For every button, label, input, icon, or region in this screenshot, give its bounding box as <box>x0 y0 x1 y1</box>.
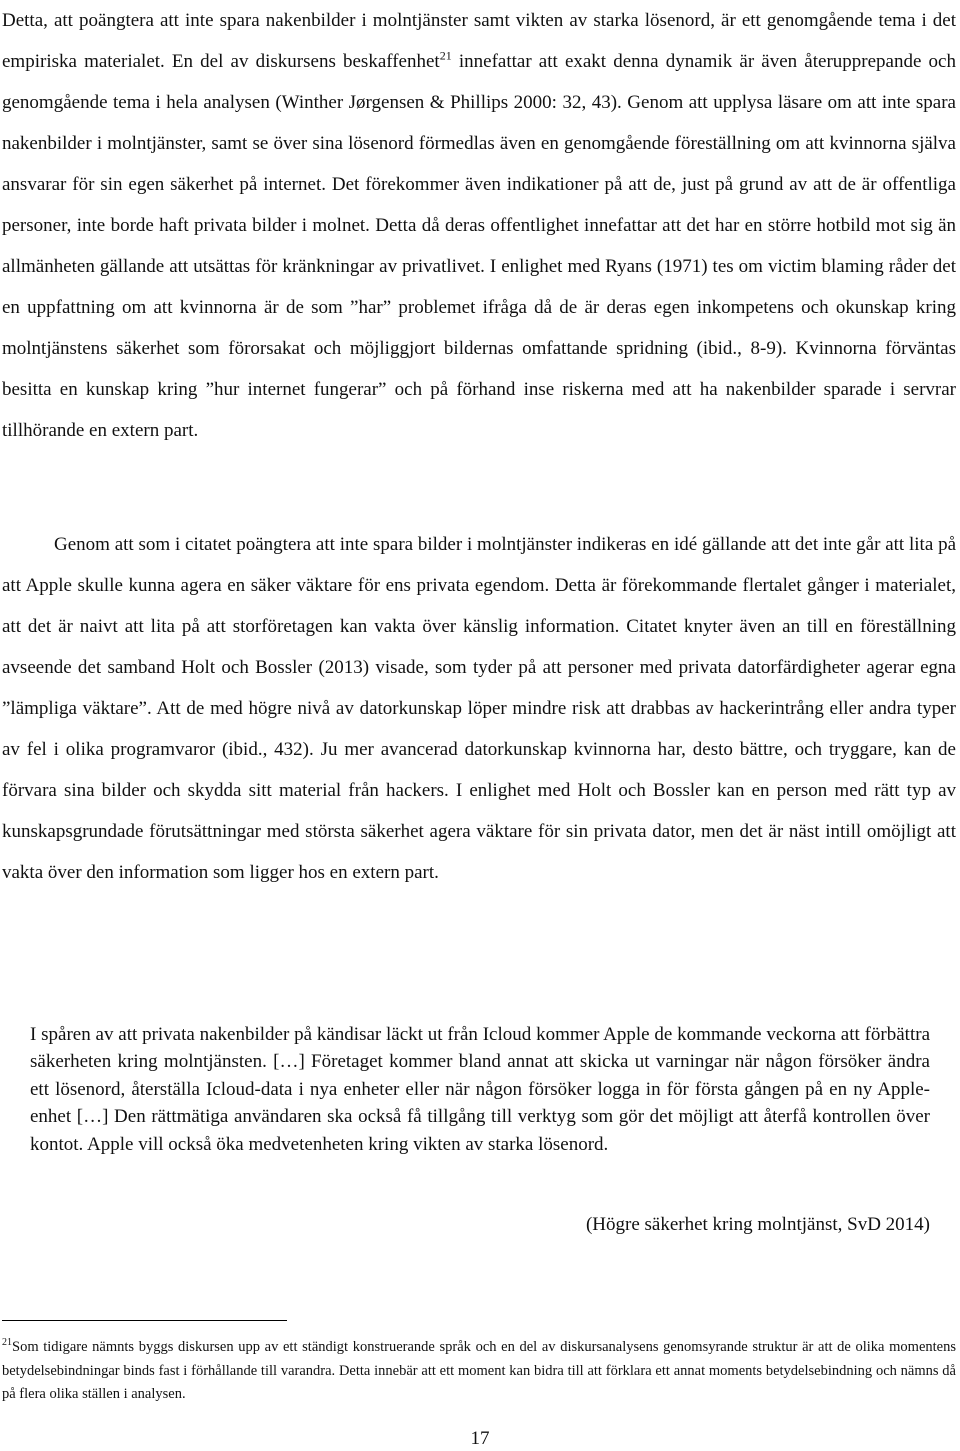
footnote-reference-21[interactable]: 21 <box>439 48 452 63</box>
footnote-21 <box>2 1336 956 1407</box>
footnote-number: 21 <box>2 1337 12 1349</box>
page-number: 17 <box>470 1428 490 1449</box>
paragraph-1-text-end: innefattar att exakt denna dynamik är även återupprepande och genomgående tema i hela analysen (Winther Jørgensen & Phillips 2000: 32, 43). Genom att upplysa läsare om att inte spara nakenbilder i molntjänster, samt se över sina lösenord förmedlas även en genomgående föreställning om att kvinnorna själva ansvarar för sin egen säkerhet på internet. Det förekommer även indikationer på att de, just på grund av att de är offentliga personer, inte borde haft privata bilder i molnet. Detta då deras offentlighet innefattar att det har en större hotbild mot sig än allmänheten gällande att utsättas för kränkningar av privatlivet. I enlighet med Ryans (1971) tes om victim blaming råder det en uppfattning om att kvinnorna är de som ”har” problemet ifråga då de är deras egen inkompetens och okunskap kring molntjänstens säkerhet som förorsakat och möjliggjort bildernas omfattande spridning (ibid., 8-9). Kvinnorna förväntas besitta en kunskap kring ”hur internet fungerar” och på förhand inse riskerna med att ha nakenbilder sparade i servrar tillhörande en extern part. <box>2 51 956 441</box>
quote-citation: (Högre säkerhet kring molntjänst, SvD 2014) <box>585 1214 930 1235</box>
body-paragraph-2 <box>2 524 956 893</box>
block-quote: I spåren av att privata nakenbilder på kändisar läckt ut från Icloud kommer Apple de kommande veckorna att förbättra säkerheten kring molntjänsten. […] Företaget kommer bland annat att skicka ut varningar när någon försöker ändra ett lösenord, återställa Icloud-data i nya enheter eller när någon försöker logga in för första gången på en ny Apple-enhet […] Den rättmätiga användaren ska också få tillgång till verktyg som gör det möjligt att återfå kontrollen över kontot. Apple vill också öka medvetenheten kring vikten av starka lösenord. <box>30 1024 930 1155</box>
paragraph-1-text-start: Detta, att poängtera att inte spara nakenbilder i molntjänster samt vikten av starka lösenord, är ett genomgående tema i det empiriska materialet. En del av diskursens beskaffenhet <box>2 10 956 72</box>
body-paragraph-1 <box>2 0 956 451</box>
footnote-separator <box>2 1320 287 1321</box>
paragraph-2-text: Genom att som i citatet poängtera att inte spara bilder i molntjänster indikeras en idé gällande att det inte går att lita på att Apple skulle kunna agera en säker väktare för ens privata egendom. Detta är förekommande flertalet gånger i materialet, att det är naivt att lita på att storföretagen kan vakta över känslig information. Citatet knyter även an till en föreställning avseende det samband Holt och Bossler (2013) visade, som tyder på att personer med privata datorfärdigheter agerar egna ”lämpliga väktare”. Att de med högre nivå av datorkunskap löper mindre risk att drabbas av hackerintrång eller andra typer av fel i olika programvaror (ibid., 432). Ju mer avancerad datorkunskap kvinnorna har, desto bättre, och tryggare, kan de förvara sina bilder och skydda sitt material från hackers. I enlighet med Holt och Bossler kan en person med rätt typ av kunskapsgrundade förutsättningar med största säkerhet agera väktare för sin privata dator, men det är näst intill omöjligt att vakta över den information som ligger hos en extern part. <box>2 534 956 883</box>
footnote-text: Som tidigare nämnts byggs diskursen upp av ett ständigt konstruerande språk och en del av diskursanalysens genomsyrande struktur är att de olika momentens betydelsebindningar binds fast i förhållande till varandra. Detta innebär att ett moment kan bidra till att förklara ett annat moments betydelsebindning och nämns då på flera olika ställen i analysen. <box>2 1339 956 1402</box>
